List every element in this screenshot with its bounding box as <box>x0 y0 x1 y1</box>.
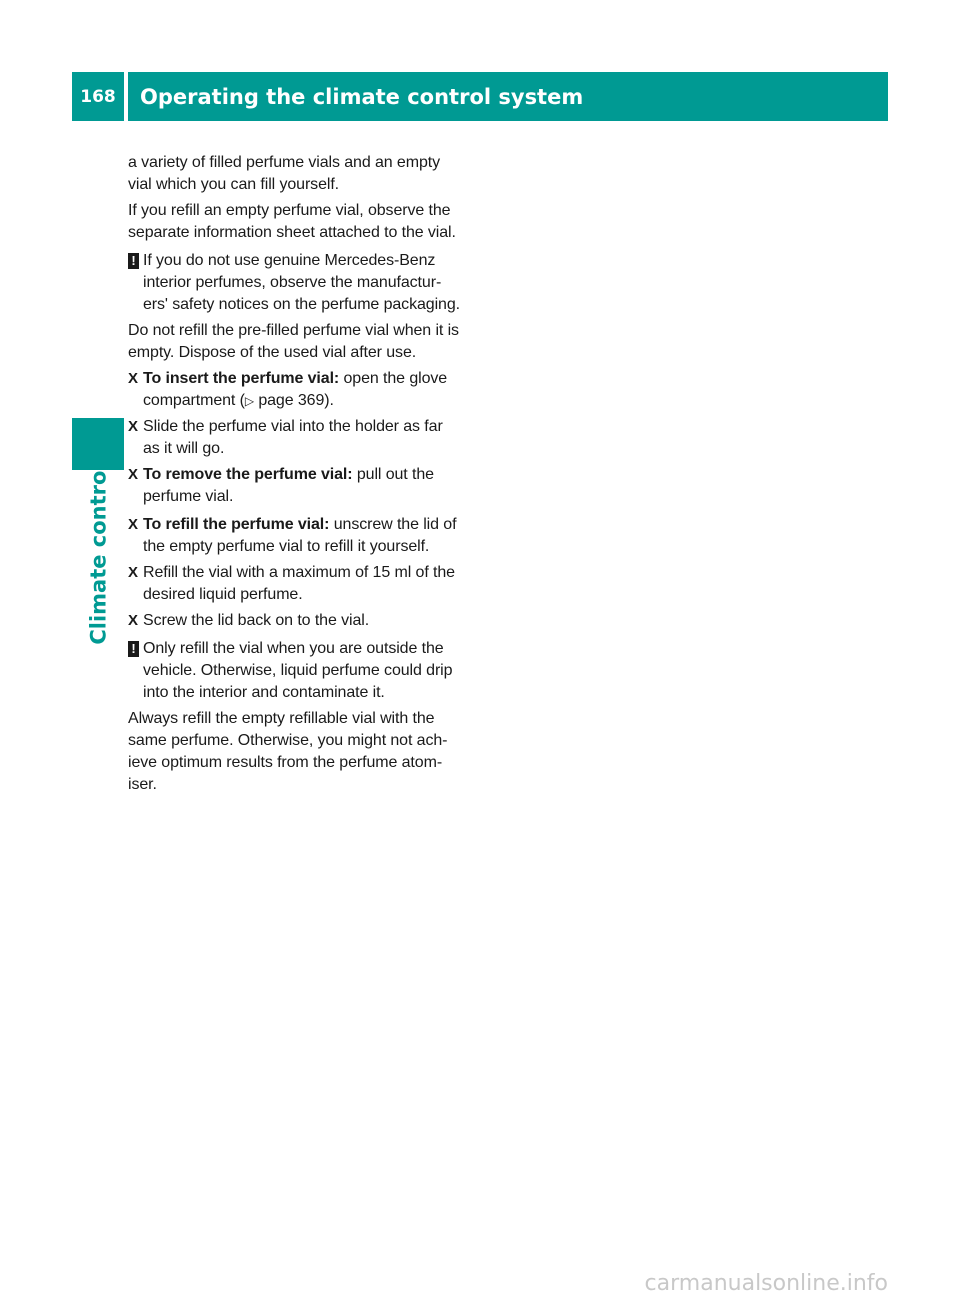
side-tab-label: Climate control <box>87 463 111 645</box>
step-item <box>128 416 460 460</box>
paragraph: Do not refill the pre-filled perfume vial when it is empty. Dispose of the used vial after use. <box>128 322 459 361</box>
step-icon: X <box>128 466 138 483</box>
page-reference-icon: ▷ <box>244 394 254 408</box>
body-text <box>128 152 460 800</box>
step-item <box>128 368 460 412</box>
warning-note <box>128 638 460 704</box>
side-tab-marker <box>72 418 124 470</box>
step-text: unscrew the lid of the empty perfume vial to refill it yourself. <box>143 516 457 555</box>
step-icon: X <box>128 370 138 387</box>
step-heading: To insert the perfume vial: <box>143 370 340 387</box>
section-title: Operating the climate control system <box>128 72 888 121</box>
step-item <box>128 562 460 606</box>
paragraph: a variety of filled perfume vials and an empty vial which you can fill yourself. <box>128 154 441 193</box>
step-heading: To remove the perfume vial: <box>143 466 353 483</box>
step-icon: X <box>128 564 138 581</box>
step-item <box>128 610 460 632</box>
step-text: pull out the perfume vial. <box>143 466 434 505</box>
step-item <box>128 464 460 508</box>
warning-text: If you do not use genuine Mercedes-Benz interior perfumes, observe the manufacturers' safety notices on the perfume packaging. <box>143 252 460 313</box>
step-heading: To refill the perfume vial: <box>143 516 330 533</box>
step-text: Screw the lid back on to the vial. <box>143 612 370 629</box>
warning-icon: ! <box>128 253 139 269</box>
paragraph: Always refill the empty refillable vial with the same perfume. Otherwise, you might not achieve optimum results from the perfume atomiser. <box>128 710 448 793</box>
warning-icon: ! <box>128 641 139 657</box>
step-text: Slide the perfume vial into the holder as far as it will go. <box>143 418 443 457</box>
step-icon: X <box>128 612 138 629</box>
side-tab <box>84 463 114 645</box>
watermark: carmanualsonline.info <box>644 1271 888 1296</box>
step-text: open the glove compartment ( <box>143 370 448 409</box>
page-number: 168 <box>72 72 124 121</box>
step-icon: X <box>128 516 138 533</box>
step-item <box>128 514 460 558</box>
step-icon: X <box>128 418 138 435</box>
page-reference[interactable]: page 369). <box>253 392 334 409</box>
step-text: Refill the vial with a maximum of 15 ml of the desired liquid perfume. <box>143 564 455 603</box>
paragraph: If you refill an empty perfume vial, observe the separate information sheet attached to the vial. <box>128 202 456 241</box>
warning-note <box>128 250 460 316</box>
warning-text: Only refill the vial when you are outside the vehicle. Otherwise, liquid perfume could drip into the interior and contaminate it. <box>143 640 453 701</box>
